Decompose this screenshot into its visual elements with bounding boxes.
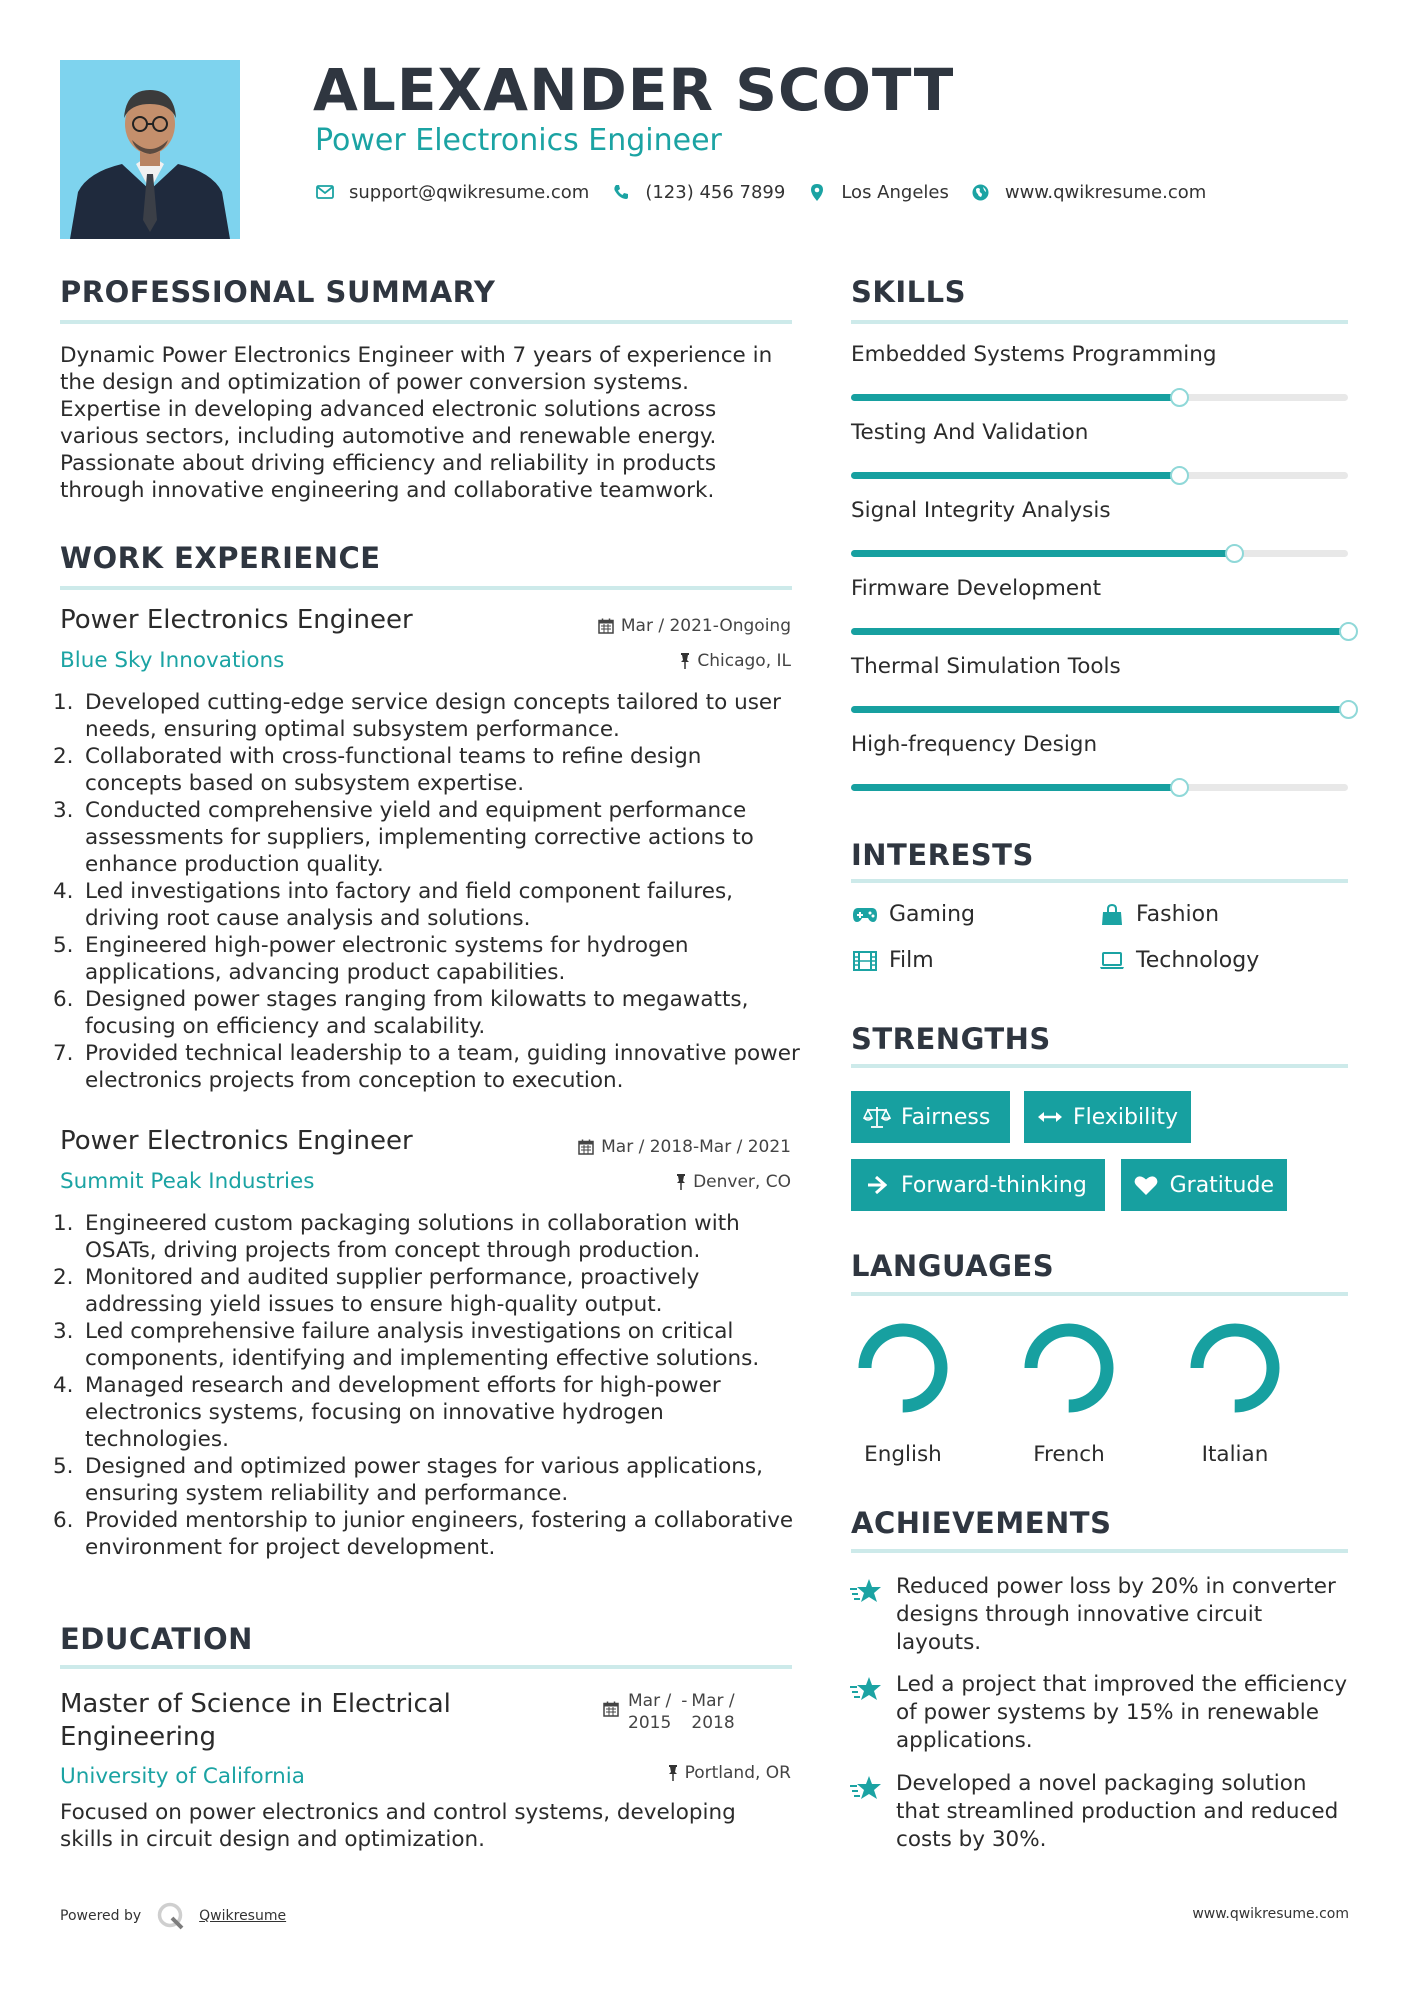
- skill-item: Testing And Validation: [851, 420, 1348, 445]
- strength-chip-fairness: Fairness: [851, 1091, 1010, 1143]
- calendar-icon: [578, 1139, 594, 1155]
- school-name: University of California: [60, 1764, 305, 1789]
- date-separator: -: [681, 1691, 688, 1711]
- calendar-icon: [598, 618, 614, 634]
- shopping-bag-icon: [1098, 903, 1126, 927]
- language-progress-ring: [1021, 1320, 1117, 1416]
- skill-bar-fill: [851, 550, 1234, 557]
- contact-location: Los Angeles: [807, 182, 949, 203]
- arrows-horizontal-icon: [1036, 1105, 1063, 1129]
- qwikresume-link[interactable]: Qwikresume: [199, 1908, 287, 1924]
- footer-powered-by: Powered by Qwikresume: [60, 1902, 286, 1930]
- achievements-divider: [851, 1549, 1348, 1553]
- film-icon: [851, 949, 879, 973]
- skill-bar-knob: [1225, 544, 1244, 563]
- skill-item: Thermal Simulation Tools: [851, 654, 1348, 679]
- education-start: Mar / 2015: [628, 1691, 672, 1733]
- skill-bar-track: [851, 550, 1348, 557]
- map-pin-icon: [807, 182, 827, 202]
- contact-bar: [315, 178, 1228, 206]
- list-item: 3. Led comprehensive failure analysis investigations on critical components, identifying and implementing effective solutions.: [53, 1319, 760, 1371]
- interest-film: Film: [851, 948, 934, 973]
- education-heading: EDUCATION: [60, 1622, 253, 1656]
- job-title: Power Electronics Engineer: [60, 1126, 413, 1156]
- skill-item: Firmware Development: [851, 576, 1348, 601]
- laptop-icon: [1098, 949, 1126, 973]
- star-medal-icon: [849, 1675, 883, 1703]
- pin-icon: [668, 1765, 678, 1781]
- skill-bar-track: [851, 784, 1348, 791]
- skill-bar-track: [851, 706, 1348, 713]
- experience-divider: [60, 586, 792, 590]
- candidate-title: Power Electronics Engineer: [315, 123, 722, 158]
- skill-item: Embedded Systems Programming: [851, 342, 1348, 367]
- globe-icon: [971, 182, 991, 202]
- skill-bar-knob: [1339, 622, 1358, 641]
- summary-heading: PROFESSIONAL SUMMARY: [60, 275, 496, 309]
- list-item: 4. Managed research and development efforts for high-power electronics systems, focusing on innovative hydrogen technologies.: [53, 1373, 721, 1452]
- skill-bar-fill: [851, 472, 1179, 479]
- skill-bar-fill: [851, 628, 1348, 635]
- summary-text: Dynamic Power Electronics Engineer with 7 years of experience in the design and optimization of power conversion systems. Expertise in developing advanced electronic solutions across various sectors, including automotive and renewable energy. Passionate about driving efficiency and reliability in products through innovative engineering and collaborative teamwork.: [60, 343, 773, 503]
- job-dates: Mar / 2018-Mar / 2021: [578, 1137, 791, 1157]
- list-item: 1. Engineered custom packaging solutions in collaboration with OSATs, driving projects from concept through production.: [53, 1211, 740, 1263]
- qwikresume-logo-icon: [157, 1902, 185, 1930]
- list-item: 3. Conducted comprehensive yield and equipment performance assessments for suppliers, implementing corrective actions to enhance production quality.: [53, 798, 754, 877]
- list-item: 4. Led investigations into factory and field component failures, driving root cause analysis and solutions.: [53, 879, 733, 931]
- education-dates: [603, 1690, 735, 1734]
- calendar-icon: [603, 1701, 619, 1717]
- skill-bar-fill: [851, 394, 1179, 401]
- interest-fashion: Fashion: [1098, 902, 1219, 927]
- envelope-icon: [315, 182, 335, 202]
- achievement-item: Reduced power loss by 20% in converter designs through innovative circuit layouts.: [851, 1573, 1351, 1657]
- list-item: 6. Designed power stages ranging from kilowatts to megawatts, focusing on efficiency and scalability.: [53, 987, 749, 1039]
- skill-bar-knob: [1170, 388, 1189, 407]
- list-item: 1. Developed cutting-edge service design concepts tailored to user needs, ensuring optimal subsystem performance.: [53, 690, 781, 742]
- degree-title: Master of Science in Electrical Engineering: [60, 1689, 451, 1752]
- achievements-heading: ACHIEVEMENTS: [851, 1506, 1112, 1540]
- skill-bar-fill: [851, 784, 1179, 791]
- footer-website[interactable]: www.qwikresume.com: [1192, 1906, 1349, 1922]
- star-medal-icon: [849, 1577, 883, 1605]
- skill-bar-knob: [1170, 778, 1189, 797]
- language-french: French: [994, 1320, 1144, 1467]
- languages-heading: LANGUAGES: [851, 1249, 1055, 1283]
- candidate-name: ALEXANDER SCOTT: [313, 56, 955, 124]
- skill-bar-track: [851, 628, 1348, 635]
- strength-chip-gratitude: Gratitude: [1121, 1159, 1287, 1211]
- job-duties-list: [53, 1210, 800, 1561]
- skill-bar-track: [851, 472, 1348, 479]
- profile-photo: [60, 60, 240, 239]
- language-progress-ring: [855, 1320, 951, 1416]
- list-item: 2. Monitored and audited supplier performance, proactively addressing yield issues to ensure high-quality output.: [53, 1265, 700, 1317]
- achievement-item: Led a project that improved the efficiency of power systems by 15% in renewable applications.: [851, 1671, 1351, 1755]
- contact-phone[interactable]: (123) 456 7899: [611, 182, 785, 203]
- phone-icon: [611, 182, 631, 202]
- contact-website[interactable]: www.qwikresume.com: [971, 182, 1206, 203]
- pin-icon: [680, 653, 690, 669]
- heart-icon: [1133, 1173, 1160, 1197]
- strength-chip-forward-thinking: Forward-thinking: [851, 1159, 1105, 1211]
- skill-bar-knob: [1339, 700, 1358, 719]
- pin-icon: [676, 1174, 686, 1190]
- arrow-right-icon: [863, 1173, 891, 1197]
- job-location: Denver, CO: [676, 1172, 791, 1192]
- list-item: 6. Provided mentorship to junior engineers, fostering a collaborative environment for project development.: [53, 1508, 794, 1560]
- interests-heading: INTERESTS: [851, 838, 1034, 872]
- interests-divider: [851, 879, 1348, 883]
- job-title: Power Electronics Engineer: [60, 605, 413, 635]
- interest-gaming: Gaming: [851, 902, 975, 927]
- education-description: Focused on power electronics and control systems, developing skills in circuit design and optimization.: [60, 1800, 736, 1852]
- job-dates: Mar / 2021-Ongoing: [598, 616, 791, 636]
- skill-bar-track: [851, 394, 1348, 401]
- skill-item: Signal Integrity Analysis: [851, 498, 1348, 523]
- strength-chip-flexibility: Flexibility: [1024, 1091, 1191, 1143]
- education-divider: [60, 1665, 792, 1669]
- gamepad-icon: [851, 903, 879, 927]
- star-medal-icon: [849, 1774, 883, 1802]
- strengths-divider: [851, 1064, 1348, 1068]
- language-italian: Italian: [1160, 1320, 1310, 1467]
- skills-heading: SKILLS: [851, 275, 966, 309]
- skill-item: High-frequency Design: [851, 732, 1348, 757]
- skills-divider: [851, 320, 1348, 324]
- skill-bar-knob: [1170, 466, 1189, 485]
- summary-divider: [60, 320, 792, 324]
- company-name: Summit Peak Industries: [60, 1169, 315, 1194]
- education-end: Mar / 2018: [691, 1691, 735, 1733]
- company-name: Blue Sky Innovations: [60, 648, 285, 673]
- job-duties-list: [53, 689, 800, 1094]
- interest-technology: Technology: [1098, 948, 1259, 973]
- experience-heading: WORK EXPERIENCE: [60, 541, 381, 575]
- languages-divider: [851, 1292, 1348, 1296]
- list-item: 5. Engineered high-power electronic systems for hydrogen applications, advancing product capabilities.: [53, 933, 689, 985]
- language-english: English: [828, 1320, 978, 1467]
- list-item: 7. Provided technical leadership to a team, guiding innovative power electronics projects from conception to execution.: [53, 1041, 800, 1093]
- balance-scale-icon: [863, 1105, 891, 1129]
- education-location: Portland, OR: [668, 1763, 791, 1783]
- language-progress-ring: [1187, 1320, 1283, 1416]
- strengths-heading: STRENGTHS: [851, 1022, 1051, 1056]
- contact-email[interactable]: support@qwikresume.com: [315, 182, 589, 203]
- list-item: 2. Collaborated with cross-functional teams to refine design concepts based on subsystem expertise.: [53, 744, 702, 796]
- list-item: 5. Designed and optimized power stages for various applications, ensuring system reliability and performance.: [53, 1454, 763, 1506]
- job-location: Chicago, IL: [680, 651, 791, 671]
- skill-bar-fill: [851, 706, 1348, 713]
- achievement-item: Developed a novel packaging solution that streamlined production and reduced costs by 30%.: [851, 1770, 1351, 1854]
